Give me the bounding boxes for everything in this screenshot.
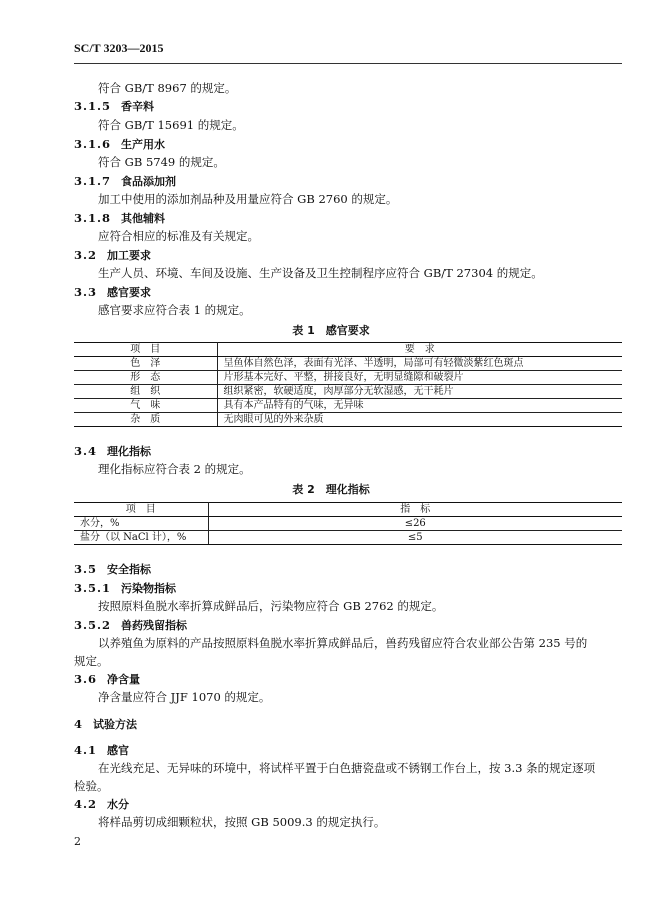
section-number: 3.6 xyxy=(74,672,98,686)
table-row xyxy=(74,371,622,385)
section-title: 水分 xyxy=(107,798,130,811)
section-number: 4.1 xyxy=(74,743,98,757)
section-title: 净含量 xyxy=(107,673,141,686)
table-header-row xyxy=(74,343,622,357)
table-row xyxy=(74,385,622,399)
text-3-1-8: 应符合相应的标准及有关规定。 xyxy=(98,229,259,243)
section-number: 4 xyxy=(74,717,84,731)
heading-3-2 xyxy=(74,247,151,263)
table-cell: 水分，% xyxy=(74,517,208,531)
section-title: 感官 xyxy=(107,744,130,757)
heading-3-1-7 xyxy=(74,173,176,189)
text-3-5-2-line2: 规定。 xyxy=(74,654,109,668)
table-cell: ≤26 xyxy=(208,517,622,531)
section-title: 生产用水 xyxy=(121,138,166,151)
heading-3-6 xyxy=(74,671,140,687)
table-cell: 盐分（以 NaCl 计），% xyxy=(74,531,208,545)
table-header-row xyxy=(74,503,622,517)
text-3-1-7: 加工中使用的添加剂品种及用量应符合 GB 2760 的规定。 xyxy=(98,192,398,206)
column-header-index: 指 标 xyxy=(208,503,622,517)
table-cell: 形 态 xyxy=(74,371,217,385)
column-header-item: 项 目 xyxy=(74,343,217,357)
table-cell: 杂 质 xyxy=(74,413,217,427)
sensory-table xyxy=(74,342,622,427)
table-cell: 无肉眼可见的外来杂质 xyxy=(217,413,622,427)
text-3-2: 生产人员、环境、车间及设施、生产设备及卫生控制程序应符合 GB/T 27304 的规定。 xyxy=(98,266,543,280)
text-3-5-1: 按照原料鱼脱水率折算成鲜品后，污染物应符合 GB 2762 的规定。 xyxy=(98,599,444,613)
section-title: 理化指标 xyxy=(107,445,152,458)
section-title: 其他辅料 xyxy=(121,212,166,225)
section-title: 试验方法 xyxy=(93,718,138,731)
table-cell: 组 织 xyxy=(74,385,217,399)
section-number: 4.2 xyxy=(74,797,98,811)
section-number: 3.1.6 xyxy=(74,137,112,151)
table-cell: 色 泽 xyxy=(74,357,217,371)
column-header-requirement: 要 求 xyxy=(217,343,622,357)
header-rule xyxy=(74,63,622,64)
section-number: 3.1.7 xyxy=(74,174,112,188)
table2-caption: 表 2 理化指标 xyxy=(292,483,370,496)
heading-3-4 xyxy=(74,443,151,459)
table-row xyxy=(74,517,622,531)
table-row xyxy=(74,531,622,545)
text-4-1-line1: 在光线充足、无异味的环境中，将试样平置于白色搪瓷盘或不锈钢工作台上，按 3.3 条的规定逐项 xyxy=(98,761,596,775)
physchem-table xyxy=(74,502,622,545)
section-number: 3.4 xyxy=(74,444,98,458)
table-cell: 具有本产品特有的气味，无异味 xyxy=(217,399,622,413)
heading-3-1-8 xyxy=(74,210,165,226)
section-number: 3.5 xyxy=(74,562,98,576)
table-cell: 呈鱼体自然色泽，表面有光泽、半透明，局部可有轻微淡紫红色斑点 xyxy=(217,357,622,371)
text-4-1-line2: 检验。 xyxy=(74,779,109,793)
section-number: 3.5.1 xyxy=(74,581,112,595)
section-number: 3.1.5 xyxy=(74,99,112,113)
table-row xyxy=(74,357,622,371)
text-3-6: 净含量应符合 JJF 1070 的规定。 xyxy=(98,690,271,704)
heading-3-5-2 xyxy=(74,617,187,633)
heading-3-3 xyxy=(74,284,151,300)
heading-3-1-6 xyxy=(74,136,165,152)
text-3-5-2-line1: 以养殖鱼为原料的产品按照原料鱼脱水率折算成鲜品后，兽药残留应符合农业部公告第 235 号的 xyxy=(98,636,588,650)
page-number: 2 xyxy=(74,835,81,848)
section-title: 兽药残留指标 xyxy=(121,619,188,632)
table-cell: 气 味 xyxy=(74,399,217,413)
section-number: 3.1.8 xyxy=(74,211,112,225)
section-title: 感官要求 xyxy=(107,286,152,299)
text-3-3: 感官要求应符合表 1 的规定。 xyxy=(98,303,251,317)
heading-4 xyxy=(74,716,137,732)
heading-3-1-5 xyxy=(74,98,154,114)
table-cell: 组织紧密，软硬适度，肉厚部分无软湿感，无干耗片 xyxy=(217,385,622,399)
section-number: 3.5.2 xyxy=(74,618,112,632)
text-4-2: 将样品剪切成细颗粒状，按照 GB 5009.3 的规定执行。 xyxy=(98,815,386,829)
table-cell: 片形基本完好、平整，拼接良好，无明显缝隙和破裂片 xyxy=(217,371,622,385)
section-number: 3.3 xyxy=(74,285,98,299)
heading-4-1 xyxy=(74,742,129,758)
table-cell: ≤5 xyxy=(208,531,622,545)
section-title: 香辛料 xyxy=(121,100,155,113)
text-3-1-5: 符合 GB/T 15691 的规定。 xyxy=(98,118,244,132)
heading-3-5-1 xyxy=(74,580,176,596)
heading-3-5 xyxy=(74,561,151,577)
section-title: 加工要求 xyxy=(107,249,152,262)
standard-code: SC/T 3203—2015 xyxy=(74,41,164,55)
text-3-1-6: 符合 GB 5749 的规定。 xyxy=(98,155,225,169)
column-header-item: 项 目 xyxy=(74,503,208,517)
text-gb8967: 符合 GB/T 8967 的规定。 xyxy=(98,81,237,95)
section-title: 食品添加剂 xyxy=(121,175,177,188)
text-3-4: 理化指标应符合表 2 的规定。 xyxy=(98,462,251,476)
table-row xyxy=(74,413,622,427)
table-row xyxy=(74,399,622,413)
section-title: 污染物指标 xyxy=(121,582,177,595)
table1-caption: 表 1 感官要求 xyxy=(292,324,370,337)
section-number: 3.2 xyxy=(74,248,98,262)
section-title: 安全指标 xyxy=(107,563,152,576)
heading-4-2 xyxy=(74,796,129,812)
